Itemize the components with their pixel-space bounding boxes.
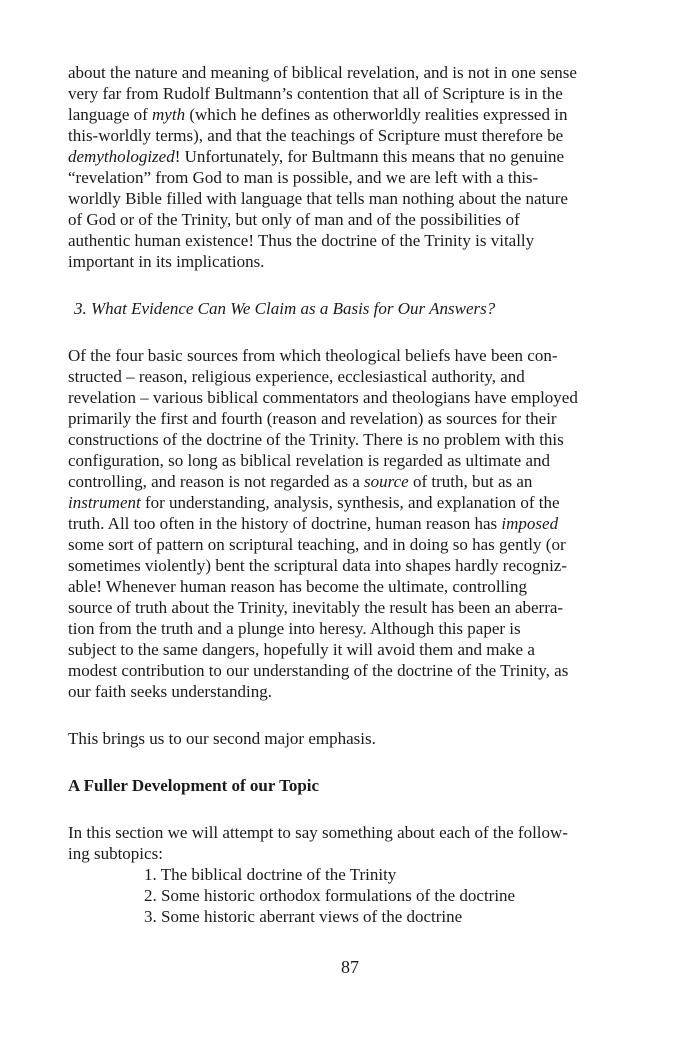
text-run: controlling, and reason is not regarded as a — [68, 472, 364, 491]
text-line: able! Whenever human reason has become the ultimate, controlling — [68, 577, 527, 596]
text-line: revelation – various biblical commentators and theologians have employed — [68, 388, 578, 407]
text-line: subject to the same dangers, hopefully it will avoid them and make a — [68, 640, 535, 659]
paragraph-revelation — [68, 62, 628, 272]
list-item: 1. The biblical doctrine of the Trinity — [144, 865, 397, 884]
emphasis-myth: myth — [152, 105, 186, 124]
text-line: constructions of the doctrine of the Trinity. There is no problem with this — [68, 430, 564, 449]
list-item: 2. Some historic orthodox formulations of the doctrine — [144, 886, 516, 905]
emphasis-imposed: imposed — [501, 514, 559, 533]
text-line — [68, 146, 628, 167]
paragraph-sources — [68, 345, 628, 702]
page-number: 87 — [341, 957, 359, 977]
section-heading: A Fuller Development of our Topic — [68, 776, 320, 795]
text-line: this-worldly terms), and that the teachings of Scripture must therefore be — [68, 126, 564, 145]
text-line: configuration, so long as biblical revelation is regarded as ultimate and — [68, 451, 550, 470]
text-line: ing subtopics: — [68, 844, 163, 863]
list-item: 3. Some historic aberrant views of the doctrine — [144, 907, 463, 926]
text-line: some sort of pattern on scriptural teaching, and in doing so has gently (or — [68, 535, 566, 554]
text-line: very far from Rudolf Bultmann’s contention that all of Scripture is in the — [68, 84, 563, 103]
text-line: authentic human existence! Thus the doctrine of the Trinity is vitally — [68, 231, 535, 250]
page-body — [68, 62, 628, 927]
paragraph-intro — [68, 822, 628, 864]
text-line: about the nature and meaning of biblical revelation, and is not in one sense — [68, 63, 577, 82]
text-line: tion from the truth and a plunge into heresy. Although this paper is — [68, 619, 521, 638]
text-line: source of truth about the Trinity, inevitably the result has been an aberra- — [68, 598, 564, 617]
text-line — [68, 492, 628, 513]
text-run: of truth, but as an — [408, 472, 533, 491]
text-run: ! Unfortunately, for Bultmann this means that no genuine — [174, 147, 565, 166]
emphasis-instrument: instrument — [68, 493, 141, 512]
text-run: truth. All too often in the history of doctrine, human reason has — [68, 514, 502, 533]
text-line: important in its implications. — [68, 252, 265, 271]
text-run: for understanding, analysis, synthesis, and explanation of the — [140, 493, 560, 512]
text-line: In this section we will attempt to say something about each of the follow- — [68, 823, 568, 842]
text-run: language of — [68, 105, 153, 124]
emphasis-source: source — [364, 472, 409, 491]
question-heading: 3. What Evidence Can We Claim as a Basis for Our Answers? — [74, 299, 496, 318]
subtopic-list — [144, 864, 628, 927]
text-line: sometimes violently) bent the scriptural data into shapes hardly recogniz- — [68, 556, 567, 575]
text-line — [68, 513, 628, 534]
text-line: worldly Bible filled with language that tells man nothing about the nature — [68, 189, 568, 208]
text-line: primarily the first and fourth (reason and revelation) as sources for their — [68, 409, 557, 428]
text-line: structed – reason, religious experience, ecclesiastical authority, and — [68, 367, 525, 386]
text-line: our faith seeks understanding. — [68, 682, 272, 701]
text-line — [68, 471, 628, 492]
emphasis-demythologized: demythologized — [68, 147, 175, 166]
text-line: of God or of the Trinity, but only of man and of the possibilities of — [68, 210, 520, 229]
text-line — [68, 104, 628, 125]
paragraph-transition: This brings us to our second major emphasis. — [68, 729, 376, 748]
text-run: (which he defines as otherworldly realities expressed in — [185, 105, 568, 124]
text-line: “revelation” from God to man is possible, and we are left with a this- — [68, 168, 539, 187]
text-line: Of the four basic sources from which theological beliefs have been con- — [68, 346, 558, 365]
text-line: modest contribution to our understanding of the doctrine of the Trinity, as — [68, 661, 569, 680]
